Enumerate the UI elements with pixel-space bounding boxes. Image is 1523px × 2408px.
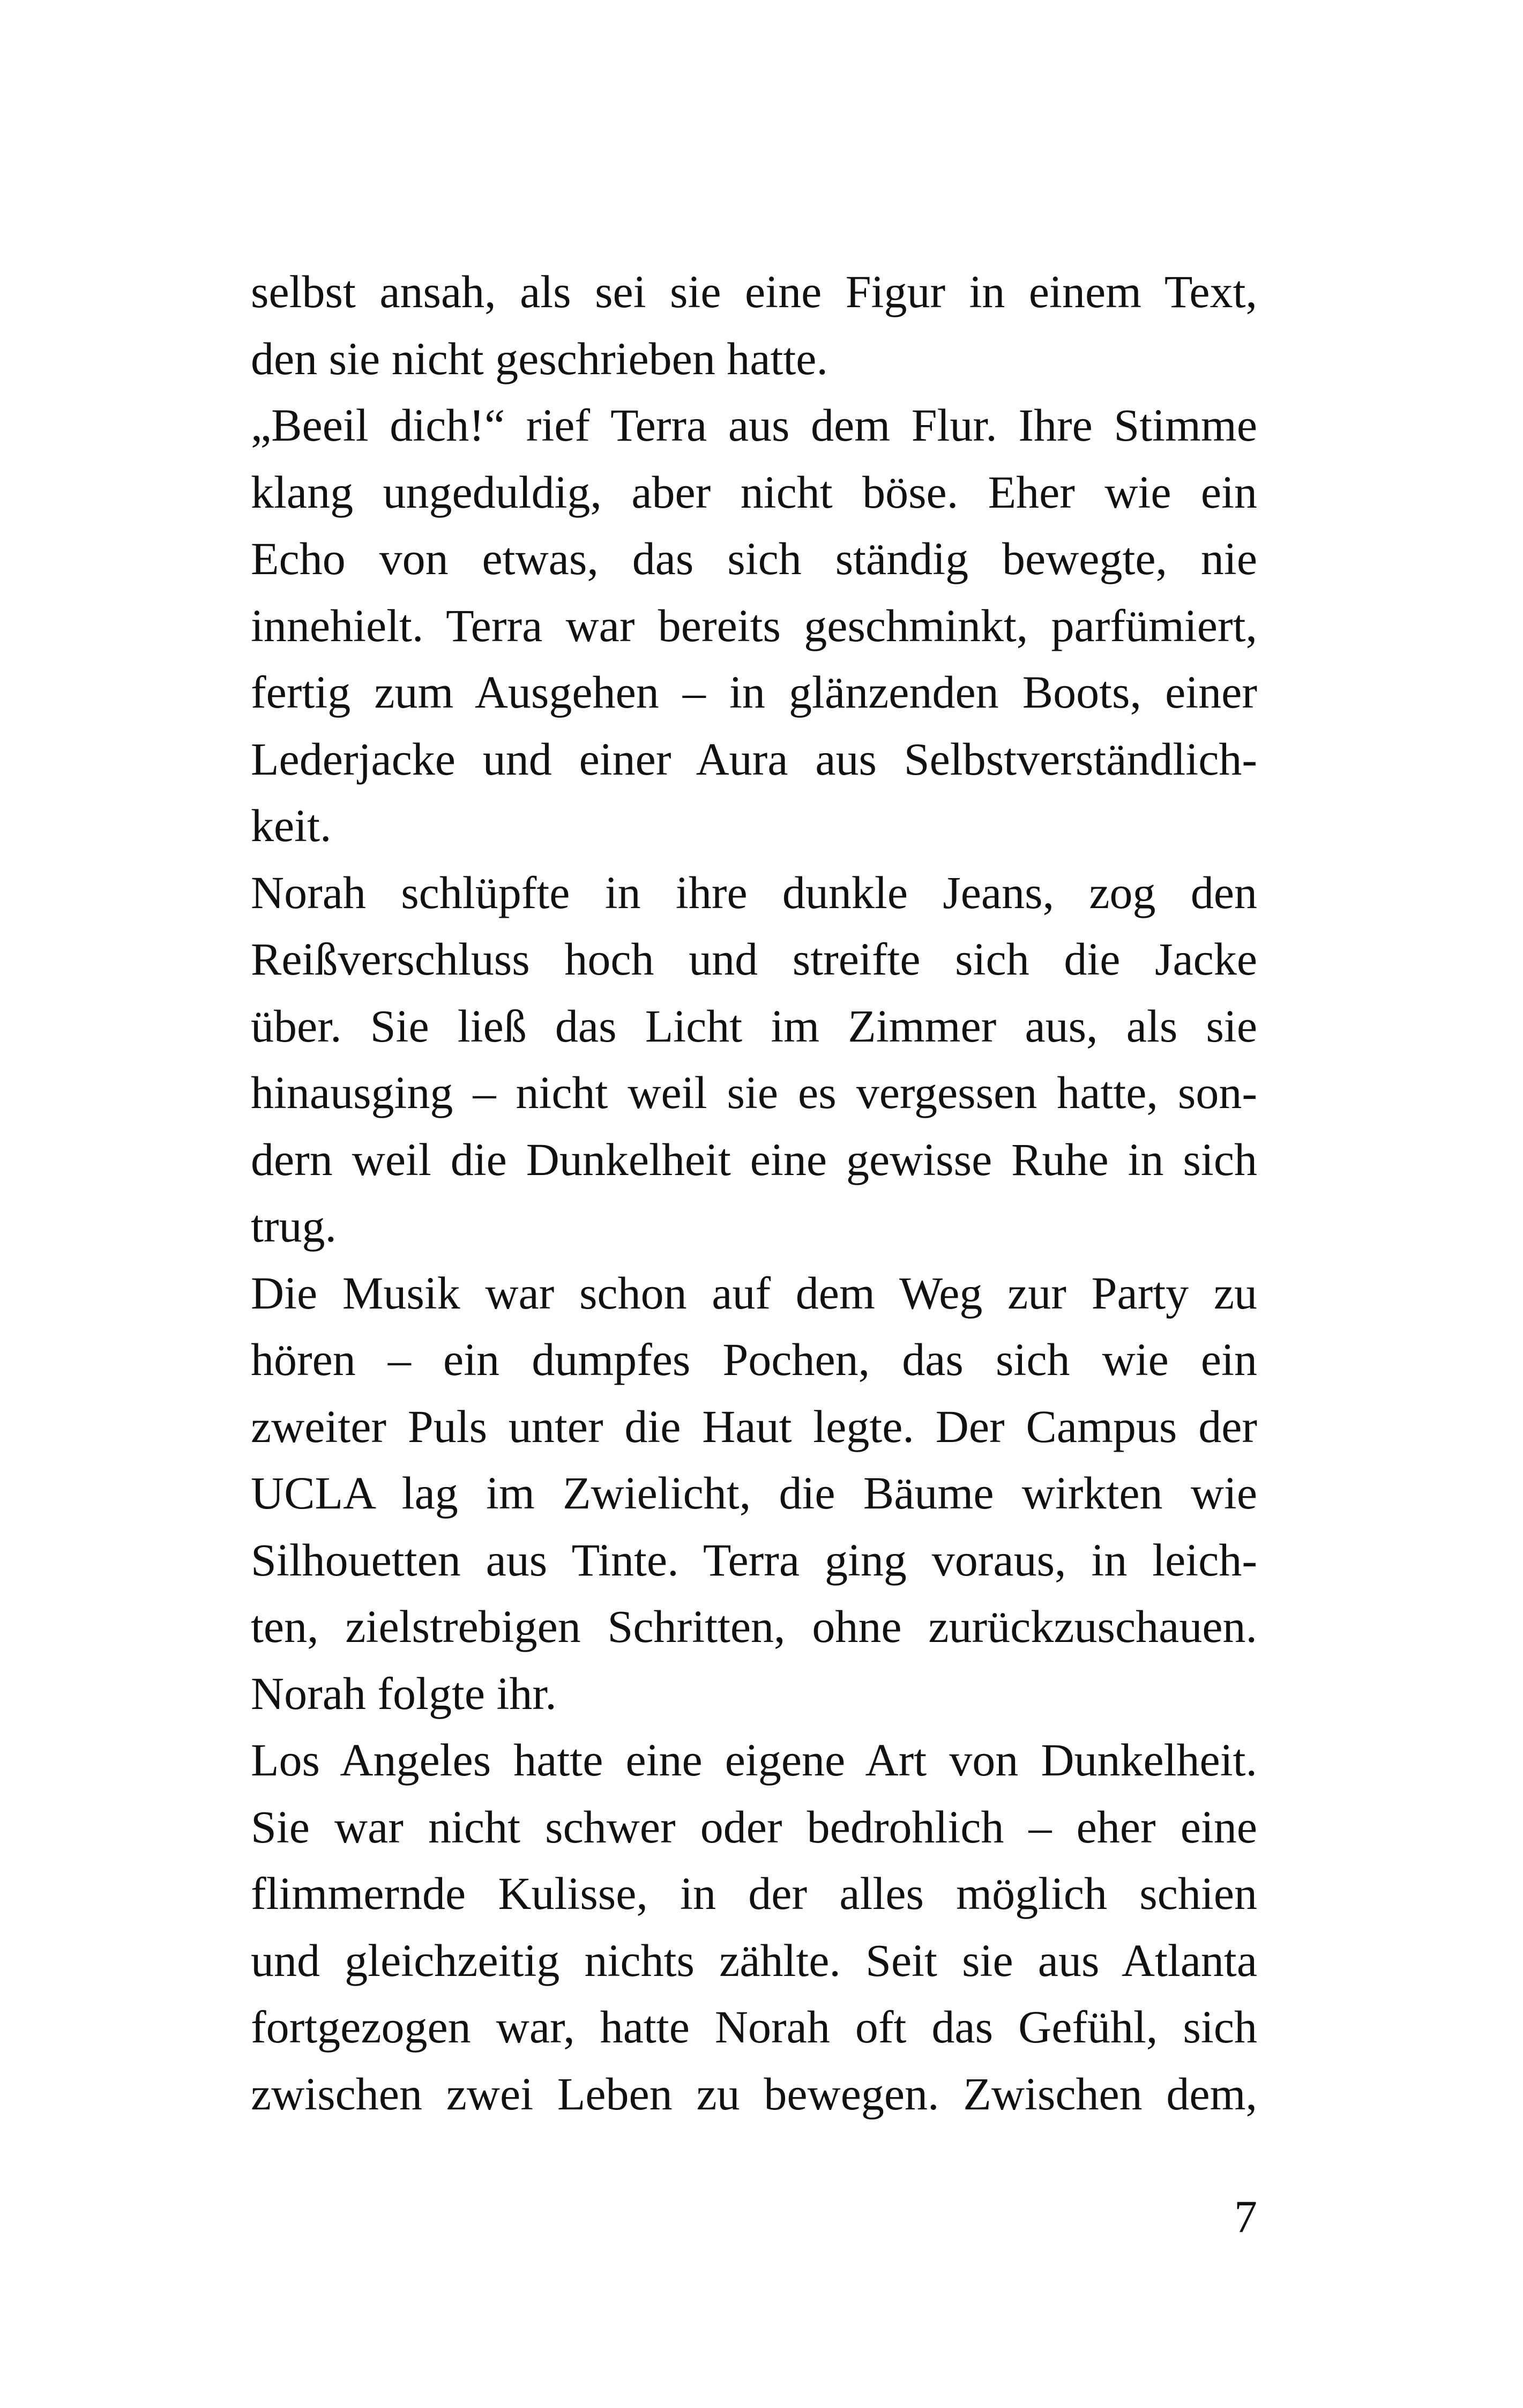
text-line: UCLA lag im Zwielicht, die Bäume wirkten wie — [251, 1467, 1257, 1519]
text-line: Los Angeles hatte eine eigene Art von Dunkelheit. — [251, 1734, 1257, 1786]
text-line: Echo von etwas, das sich ständig bewegte, nie — [251, 533, 1257, 584]
text-line: Die Musik war schon auf dem Weg zur Party zu — [251, 1267, 1257, 1319]
text-line: zweiter Puls unter die Haut legte. Der Campus der — [251, 1400, 1257, 1452]
text-line: innehielt. Terra war bereits geschminkt, parfümiert, — [251, 599, 1257, 651]
text-line: flimmernde Kulisse, in der alles möglich schien — [251, 1868, 1257, 1919]
text-line: Lederjacke und einer Aura aus Selbstverständlich- — [251, 733, 1257, 785]
body-text — [251, 258, 1257, 2127]
text-line: Reißverschluss hoch und streifte sich die Jacke — [251, 933, 1257, 985]
text-line: Silhouetten aus Tinte. Terra ging voraus, in leich- — [251, 1534, 1257, 1586]
text-line: fertig zum Ausgehen – in glänzenden Boots, einer — [251, 666, 1257, 718]
text-line: den sie nicht geschrieben hatte. — [251, 332, 828, 384]
page-number: 7 — [1234, 2191, 1257, 2242]
text-line: Sie war nicht schwer oder bedrohlich – eher eine — [251, 1801, 1257, 1853]
text-line: Norah schlüpfte in ihre dunkle Jeans, zog den — [251, 866, 1257, 918]
text-line: hinausging – nicht weil sie es vergessen hatte, son- — [251, 1067, 1257, 1118]
text-line: „Beeil dich!“ rief Terra aus dem Flur. Ihre Stimme — [251, 399, 1257, 451]
text-line: klang ungeduldig, aber nicht böse. Eher wie ein — [251, 466, 1257, 518]
text-line: keit. — [251, 800, 332, 851]
text-line: dern weil die Dunkelheit eine gewisse Ruhe in sich — [251, 1133, 1257, 1185]
text-line: trug. — [251, 1200, 337, 1252]
text-line: über. Sie ließ das Licht im Zimmer aus, als sie — [251, 1000, 1257, 1052]
text-line: ten, zielstrebigen Schritten, ohne zurückzuschauen. — [251, 1601, 1257, 1652]
text-line: hören – ein dumpfes Pochen, das sich wie ein — [251, 1334, 1257, 1385]
text-line: Norah folgte ihr. — [251, 1667, 557, 1719]
text-line: und gleichzeitig nichts zählte. Seit sie aus Atlanta — [251, 1934, 1257, 1986]
text-line: selbst ansah, als sei sie eine Figur in einem Text, — [251, 266, 1257, 317]
text-line: zwischen zwei Leben zu bewegen. Zwischen dem, — [251, 2068, 1257, 2120]
text-line: fortgezogen war, hatte Norah oft das Gefühl, sich — [251, 2001, 1257, 2053]
